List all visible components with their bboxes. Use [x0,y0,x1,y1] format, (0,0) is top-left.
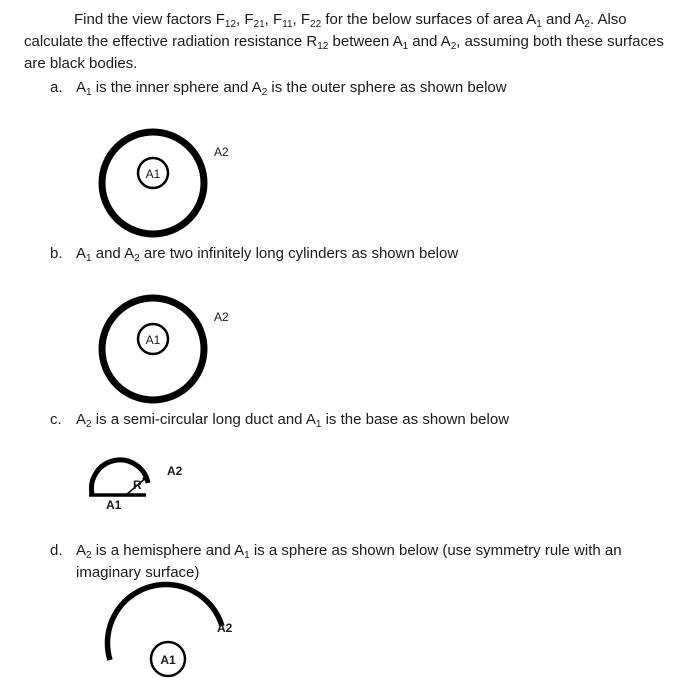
part-c-text: $A_2$ is a semi-circular long duct and $A_1$ is the base as shown below [76,411,510,430]
problem-statement [24,9,684,75]
label-a2: A2 [214,145,229,159]
part-a-text: $A_1$ is the inner sphere and $A_2$ is the outer sphere as shown below [76,79,507,98]
outer-cylinder-a2 [102,298,204,400]
outer-sphere-a2 [102,132,204,234]
label-a2: A2 [214,310,229,324]
label-a1: A1 [145,333,161,347]
part-d-text-line-1: $A_2$ is a hemisphere and $A_1$ is a sphere as shown below (use symmetry rule with an [76,542,622,561]
hemisphere-a2 [107,584,222,660]
part-a-marker: a. [50,79,63,96]
label-a2: A2 [167,464,183,478]
intro-line-3: are black bodies. [24,55,138,72]
figure-c-semicircular-duct [86,458,206,518]
label-a1: A1 [160,653,176,667]
label-a1: A1 [106,498,122,512]
label-radius: R [133,478,142,492]
label-a1: A1 [145,167,161,181]
part-d-marker: d. [50,542,63,559]
part-b-marker: b. [50,245,63,262]
label-a2: A2 [217,621,233,635]
figure-b-concentric-cylinders [80,291,230,411]
intro-line-1: Find the view factors $F_{12}$, $F_{21}$, $F_{11}$, $F_{22}$ for the below surfaces of area $A_1$ and $A_2$. Also [74,11,627,30]
figure-a-concentric-spheres [80,125,230,245]
part-d-text-line-2: imaginary surface) [76,564,200,581]
figure-d-hemisphere-sphere [98,602,258,682]
part-c-marker: c. [50,411,62,428]
intro-line-2: calculate the effective radiation resistance $R_{12}$ between $A_1$ and $A_2$, assuming both these surfaces [24,33,664,52]
part-b-text: $A_1$ and $A_2$ are two infinitely long cylinders as shown below [76,245,459,264]
